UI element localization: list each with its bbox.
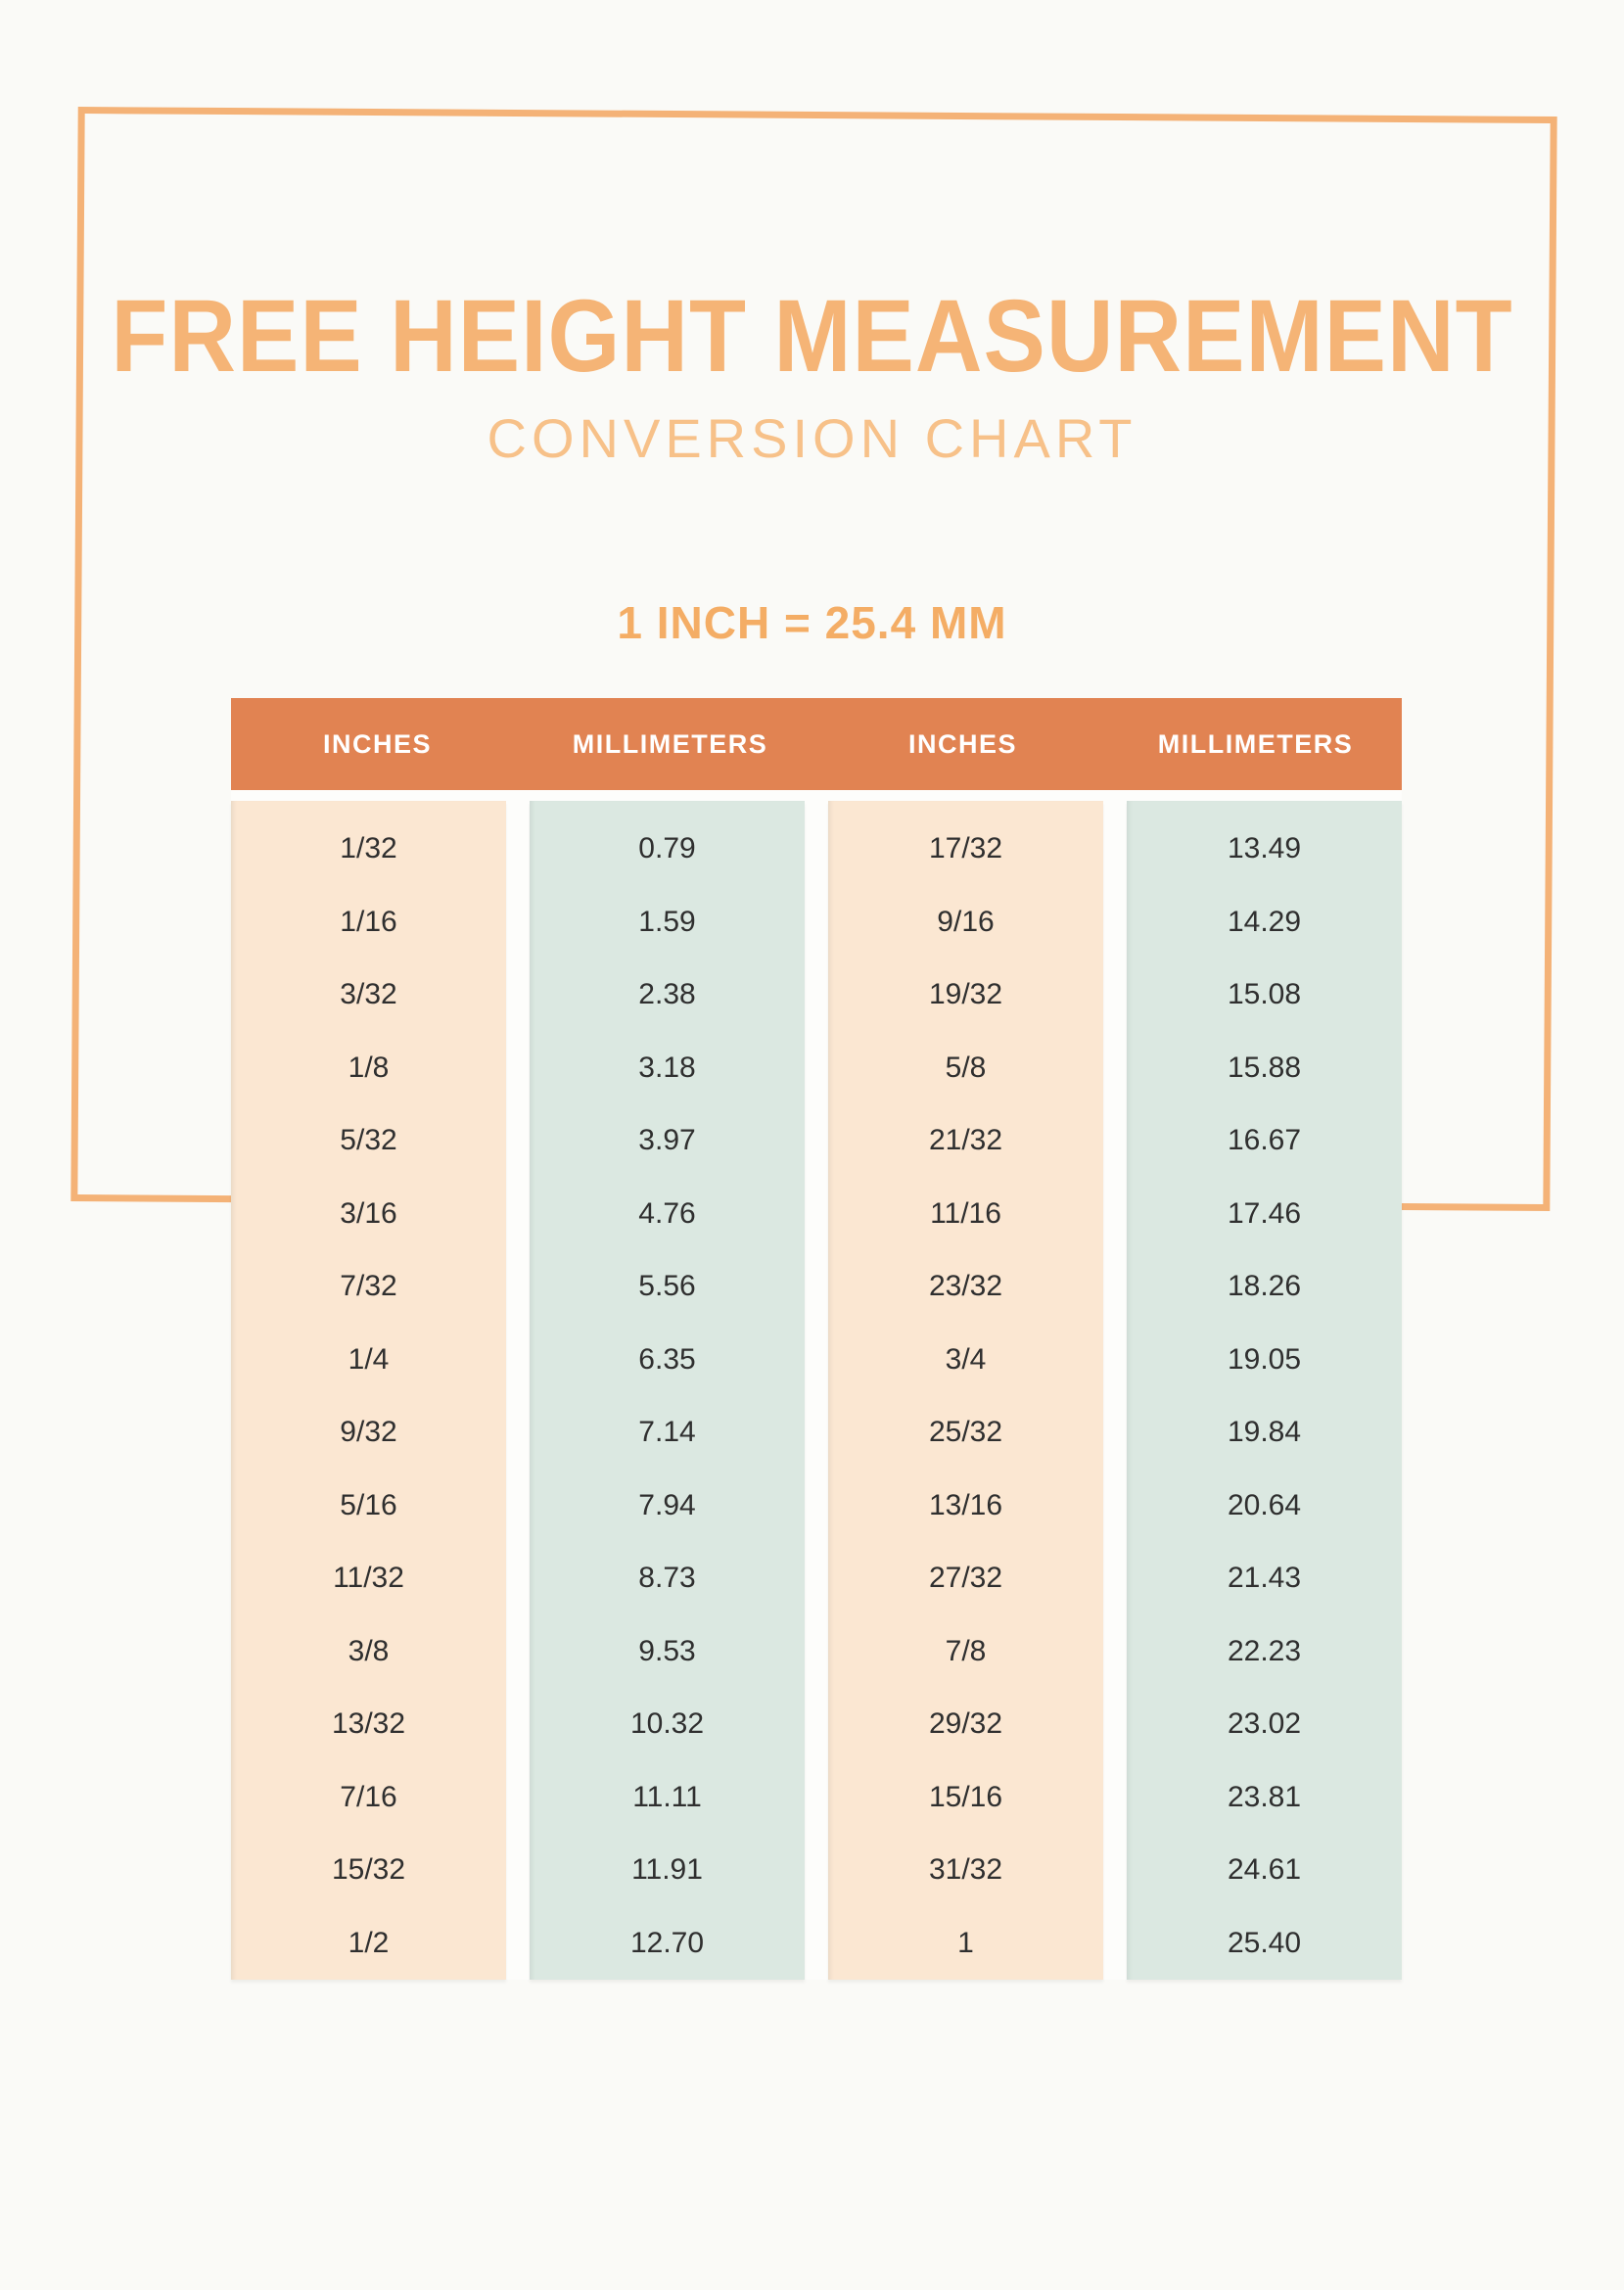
table-cell: 1/4	[348, 1342, 390, 1376]
table-cell: 2.38	[638, 978, 696, 1011]
table-column	[530, 801, 805, 1980]
table-cell: 7/8	[945, 1634, 987, 1667]
table-cell: 3/16	[340, 1196, 397, 1230]
table-cell: 1.59	[638, 905, 696, 938]
table-cell: 17/32	[928, 832, 1003, 865]
table-cell: 15.88	[1227, 1051, 1302, 1084]
column-header-millimeters-1: MILLIMETERS	[572, 728, 768, 759]
table-cell: 29/32	[928, 1707, 1003, 1741]
table-cell: 1/2	[348, 1926, 390, 1959]
table-cell: 31/32	[928, 1853, 1003, 1887]
table-cell: 6.35	[638, 1342, 696, 1376]
column-header-inches-1: INCHES	[322, 728, 432, 759]
table-cell: 11/16	[930, 1196, 1001, 1230]
table-cell: 5/32	[340, 1124, 397, 1157]
table-cell: 19.84	[1227, 1416, 1302, 1449]
table-cell: 4.76	[638, 1196, 696, 1230]
table-cell: 23.81	[1227, 1780, 1302, 1813]
conversion-formula: 1 INCH = 25.4 MM	[617, 597, 1007, 648]
column-header-inches-2: INCHES	[907, 728, 1017, 759]
table-cell: 3.18	[638, 1051, 696, 1084]
table-cell: 8.73	[638, 1562, 696, 1595]
table-cell: 25.40	[1227, 1926, 1302, 1959]
table-cell: 14.29	[1227, 905, 1302, 938]
table-cell: 3.97	[638, 1124, 696, 1157]
table-cell: 27/32	[928, 1562, 1003, 1595]
table-cell: 16.67	[1227, 1124, 1302, 1157]
table-cell: 22.23	[1227, 1634, 1302, 1667]
table-cell: 11.91	[631, 1853, 703, 1887]
table-cell: 20.64	[1227, 1488, 1302, 1521]
table-cell: 23/32	[928, 1270, 1003, 1303]
table-cell: 1/32	[340, 832, 397, 865]
table-cell: 15/32	[331, 1853, 406, 1887]
table-cell: 7.14	[638, 1416, 696, 1449]
table-cell: 13.49	[1227, 832, 1302, 865]
table-cell: 3/8	[348, 1634, 390, 1667]
table-cell: 5/16	[340, 1488, 397, 1521]
table-cell: 15.08	[1227, 978, 1302, 1011]
table-cell: 3/4	[945, 1342, 987, 1376]
table-cell: 5/8	[945, 1051, 987, 1084]
table-cell: 12.70	[629, 1926, 705, 1959]
column-header-millimeters-2: MILLIMETERS	[1157, 728, 1354, 759]
table-cell: 11.11	[632, 1780, 702, 1813]
table-cell: 7/16	[340, 1780, 397, 1813]
table-cell: 18.26	[1227, 1270, 1302, 1303]
table-cell: 23.02	[1227, 1707, 1302, 1741]
table-columns	[231, 801, 1402, 1980]
table-cell: 7/32	[340, 1270, 397, 1303]
table-cell: 11/32	[333, 1562, 404, 1595]
table-cell: 7.94	[638, 1488, 696, 1521]
table-column	[1127, 801, 1402, 1980]
table-cell: 0.79	[638, 832, 696, 865]
conversion-table	[231, 698, 1402, 1980]
table-column	[231, 801, 506, 1980]
table-cell: 3/32	[340, 978, 397, 1011]
table-cell: 10.32	[629, 1707, 705, 1741]
table-cell: 1/8	[348, 1051, 390, 1084]
table-cell: 9/32	[340, 1416, 397, 1449]
table-cell: 24.61	[1227, 1853, 1302, 1887]
table-cell: 19.05	[1227, 1342, 1302, 1376]
table-cell: 9/16	[937, 905, 995, 938]
table-cell: 21.43	[1227, 1562, 1302, 1595]
table-column	[828, 801, 1103, 1980]
page-subtitle: CONVERSION CHART	[487, 407, 1137, 469]
table-cell: 1/16	[340, 905, 397, 938]
table-cell: 9.53	[638, 1634, 696, 1667]
table-header-row	[231, 698, 1402, 790]
table-cell: 21/32	[928, 1124, 1003, 1157]
table-cell: 5.56	[638, 1270, 696, 1303]
table-cell: 17.46	[1227, 1196, 1302, 1230]
page-title: FREE HEIGHT MEASUREMENT	[111, 279, 1513, 394]
table-cell: 13/16	[928, 1488, 1003, 1521]
table-cell: 25/32	[928, 1416, 1003, 1449]
table-cell: 1	[957, 1926, 974, 1959]
table-cell: 15/16	[928, 1780, 1003, 1813]
table-cell: 13/32	[331, 1707, 406, 1741]
table-cell: 19/32	[928, 978, 1003, 1011]
